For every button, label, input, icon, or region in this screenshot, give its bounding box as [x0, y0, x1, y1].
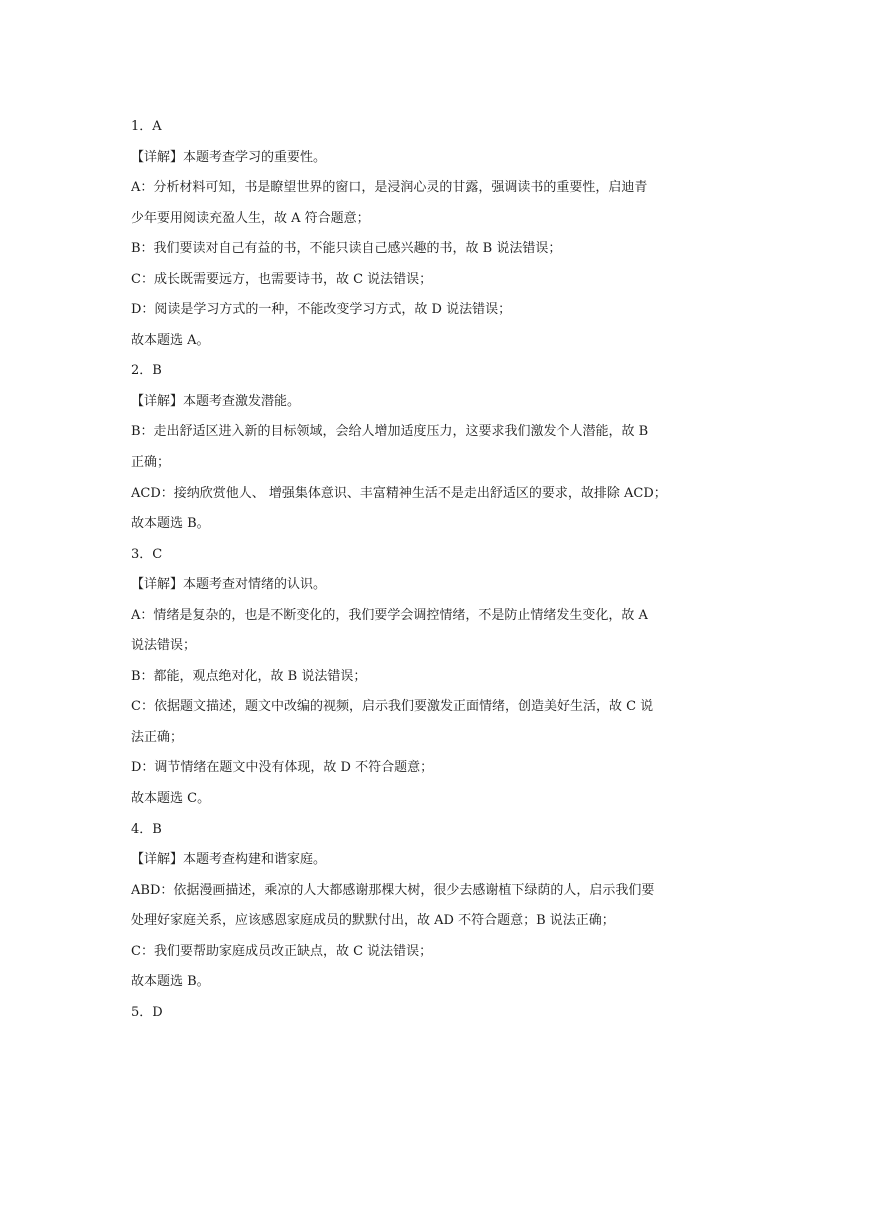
- explanation-line: B：我们要读对自己有益的书，不能只读自己感兴趣的书，故 B 说法错误；: [131, 241, 562, 257]
- explanation-line: A：情绪是复杂的，也是不断变化的，我们要学会调控情绪，不是防止情绪发生变化，故 A: [131, 607, 648, 623]
- explanation-line: C：依据题文描述，题文中改编的视频，启示我们要激发正面情绪，创造美好生活，故 C 说: [131, 699, 654, 715]
- explanation-line: ACD：接纳欣赏他人、 增强集体意识、丰富精神生活不是走出舒适区的要求，故排除 ACD；: [131, 485, 667, 501]
- answer-heading-3: 3．C: [131, 546, 163, 562]
- explanation-line: B：走出舒适区进入新的目标领域，会给人增加适度压力，这要求我们激发个人潜能，故 B: [131, 424, 649, 440]
- explanation-line: 处理好家庭关系，应该感恩家庭成员的默默付出，故 AD 不符合题意；B 说法正确；: [131, 913, 615, 929]
- explanation-topic-3: 【详解】本题考查对情绪的认识。: [131, 577, 327, 593]
- explanation-line: 正确；: [131, 455, 171, 471]
- explanation-line: C：成长既需要远方，也需要诗书，故 C 说法错误；: [131, 271, 433, 287]
- answer-explanations: [131, 112, 743, 1028]
- conclusion-line-2: 故本题选 B。: [131, 516, 210, 532]
- explanation-topic-1: 【详解】本题考查学习的重要性。: [131, 149, 327, 165]
- explanation-line: 说法错误；: [131, 638, 197, 654]
- explanation-line: 法正确；: [131, 729, 184, 745]
- explanation-line: C：我们要帮助家庭成员改正缺点，故 C 说法错误；: [131, 943, 433, 959]
- explanation-line: ABD：依据漫画描述，乘凉的人大都感谢那棵大树，很少去感谢植下绿荫的人，启示我们要: [131, 882, 655, 898]
- conclusion-line-4: 故本题选 B。: [131, 974, 210, 990]
- explanation-line: 少年要用阅读充盈人生，故 A 符合题意；: [131, 210, 370, 226]
- explanation-line: B：都能，观点绝对化，故 B 说法错误；: [131, 668, 367, 684]
- conclusion-line-1: 故本题选 A。: [131, 332, 210, 348]
- answer-heading-1: 1．A: [131, 119, 162, 134]
- conclusion-line-3: 故本题选 C。: [131, 791, 211, 807]
- answer-heading-5: 5．D: [131, 1004, 163, 1020]
- explanation-line: D：调节情绪在题文中没有体现，故 D 不符合题意；: [131, 760, 434, 776]
- explanation-topic-2: 【详解】本题考查激发潜能。: [131, 393, 301, 409]
- answer-heading-4: 4．B: [131, 821, 162, 837]
- explanation-line: D：阅读是学习方式的一种，不能改变学习方式，故 D 说法错误；: [131, 302, 512, 318]
- explanation-topic-4: 【详解】本题考查构建和谐家庭。: [131, 852, 327, 868]
- explanation-line: A：分析材料可知，书是瞭望世界的窗口，是浸润心灵的甘露，强调读书的重要性，启迪青: [131, 180, 648, 196]
- answer-heading-2: 2．B: [131, 363, 162, 379]
